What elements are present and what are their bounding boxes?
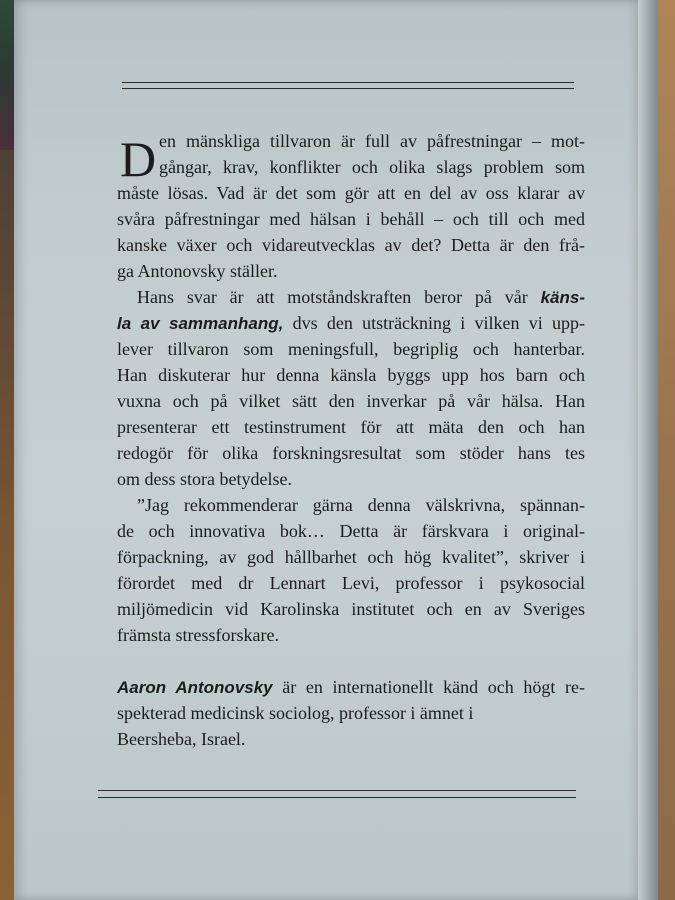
- emphasis-text: käns-: [540, 288, 585, 307]
- blurb-line: vuxna och på vilket sätt den inverkar på vår hälsa. Han: [117, 391, 585, 411]
- blurb-line: en mänskliga tillvaron är full av påfrestningar – mot-: [159, 131, 585, 151]
- emphasis-text: la av sammanhang,: [117, 314, 284, 333]
- blurb-line: svåra påfrestningar med hälsan i behåll – och till och med: [117, 209, 585, 229]
- blurb-line: presenterar ett testinstrument för att mäta den och han: [117, 417, 585, 437]
- blurb-line: kanske växer och vidareutvecklas av det? Detta är den frå-: [117, 235, 585, 255]
- spacer: [117, 648, 585, 674]
- blurb-line: främsta stressforskare.: [117, 625, 279, 645]
- top-rule: [122, 82, 574, 83]
- blurb-line: om dess stora betydelse.: [117, 469, 292, 489]
- blurb-line: Han diskuterar hur denna känsla byggs upp hos barn och: [117, 365, 585, 385]
- blurb-line: måste lösas. Vad är det som gör att en del av oss klarar av: [117, 183, 585, 203]
- top-rule-2: [122, 88, 574, 89]
- blurb-text-run: Hans svar är att motståndskraften beror på vår: [137, 287, 541, 307]
- author-name: Aaron Antonovsky: [117, 678, 273, 697]
- blurb-line: gångar, krav, konflikter och olika slags problem som: [159, 157, 585, 177]
- blurb-text: [117, 128, 585, 752]
- blurb-line: [117, 310, 585, 336]
- blurb-line: [117, 284, 585, 310]
- blurb-text-run: dvs den utsträckning i vilken vi upp-: [283, 313, 586, 333]
- author-line: Beersheba, Israel.: [117, 729, 246, 749]
- author-line: [117, 674, 585, 700]
- blurb-line: förordet med dr Lennart Levi, professor i psykosocial: [117, 573, 585, 593]
- background-right: [655, 0, 675, 900]
- author-line: spekterad medicinsk sociolog, professor i ämnet i: [117, 703, 474, 723]
- blurb-line: de och innovativa bok… Detta är färskvara i original-: [117, 521, 585, 541]
- blurb-line: förpackning, av god hållbarhet och hög kvalitet”, skriver i: [117, 547, 585, 567]
- bottom-rule: [98, 790, 576, 791]
- bottom-rule-2: [98, 797, 576, 798]
- blurb-line: ga Antonovsky ställer.: [117, 261, 278, 281]
- drop-cap: D: [120, 131, 157, 187]
- blurb-line: lever tillvaron som meningsfull, begriplig och hanterbar.: [117, 339, 585, 359]
- blurb-line: redogör för olika forskningsresultat som stöder hans tes: [117, 443, 585, 463]
- blurb-text-run: är en internationellt känd och högt re-: [272, 677, 585, 697]
- blurb-line: ”Jag rekommenderar gärna denna välskrivna, spännan-: [137, 495, 585, 515]
- blurb-line: miljömedicin vid Karolinska institutet och en av Sveriges: [117, 599, 585, 619]
